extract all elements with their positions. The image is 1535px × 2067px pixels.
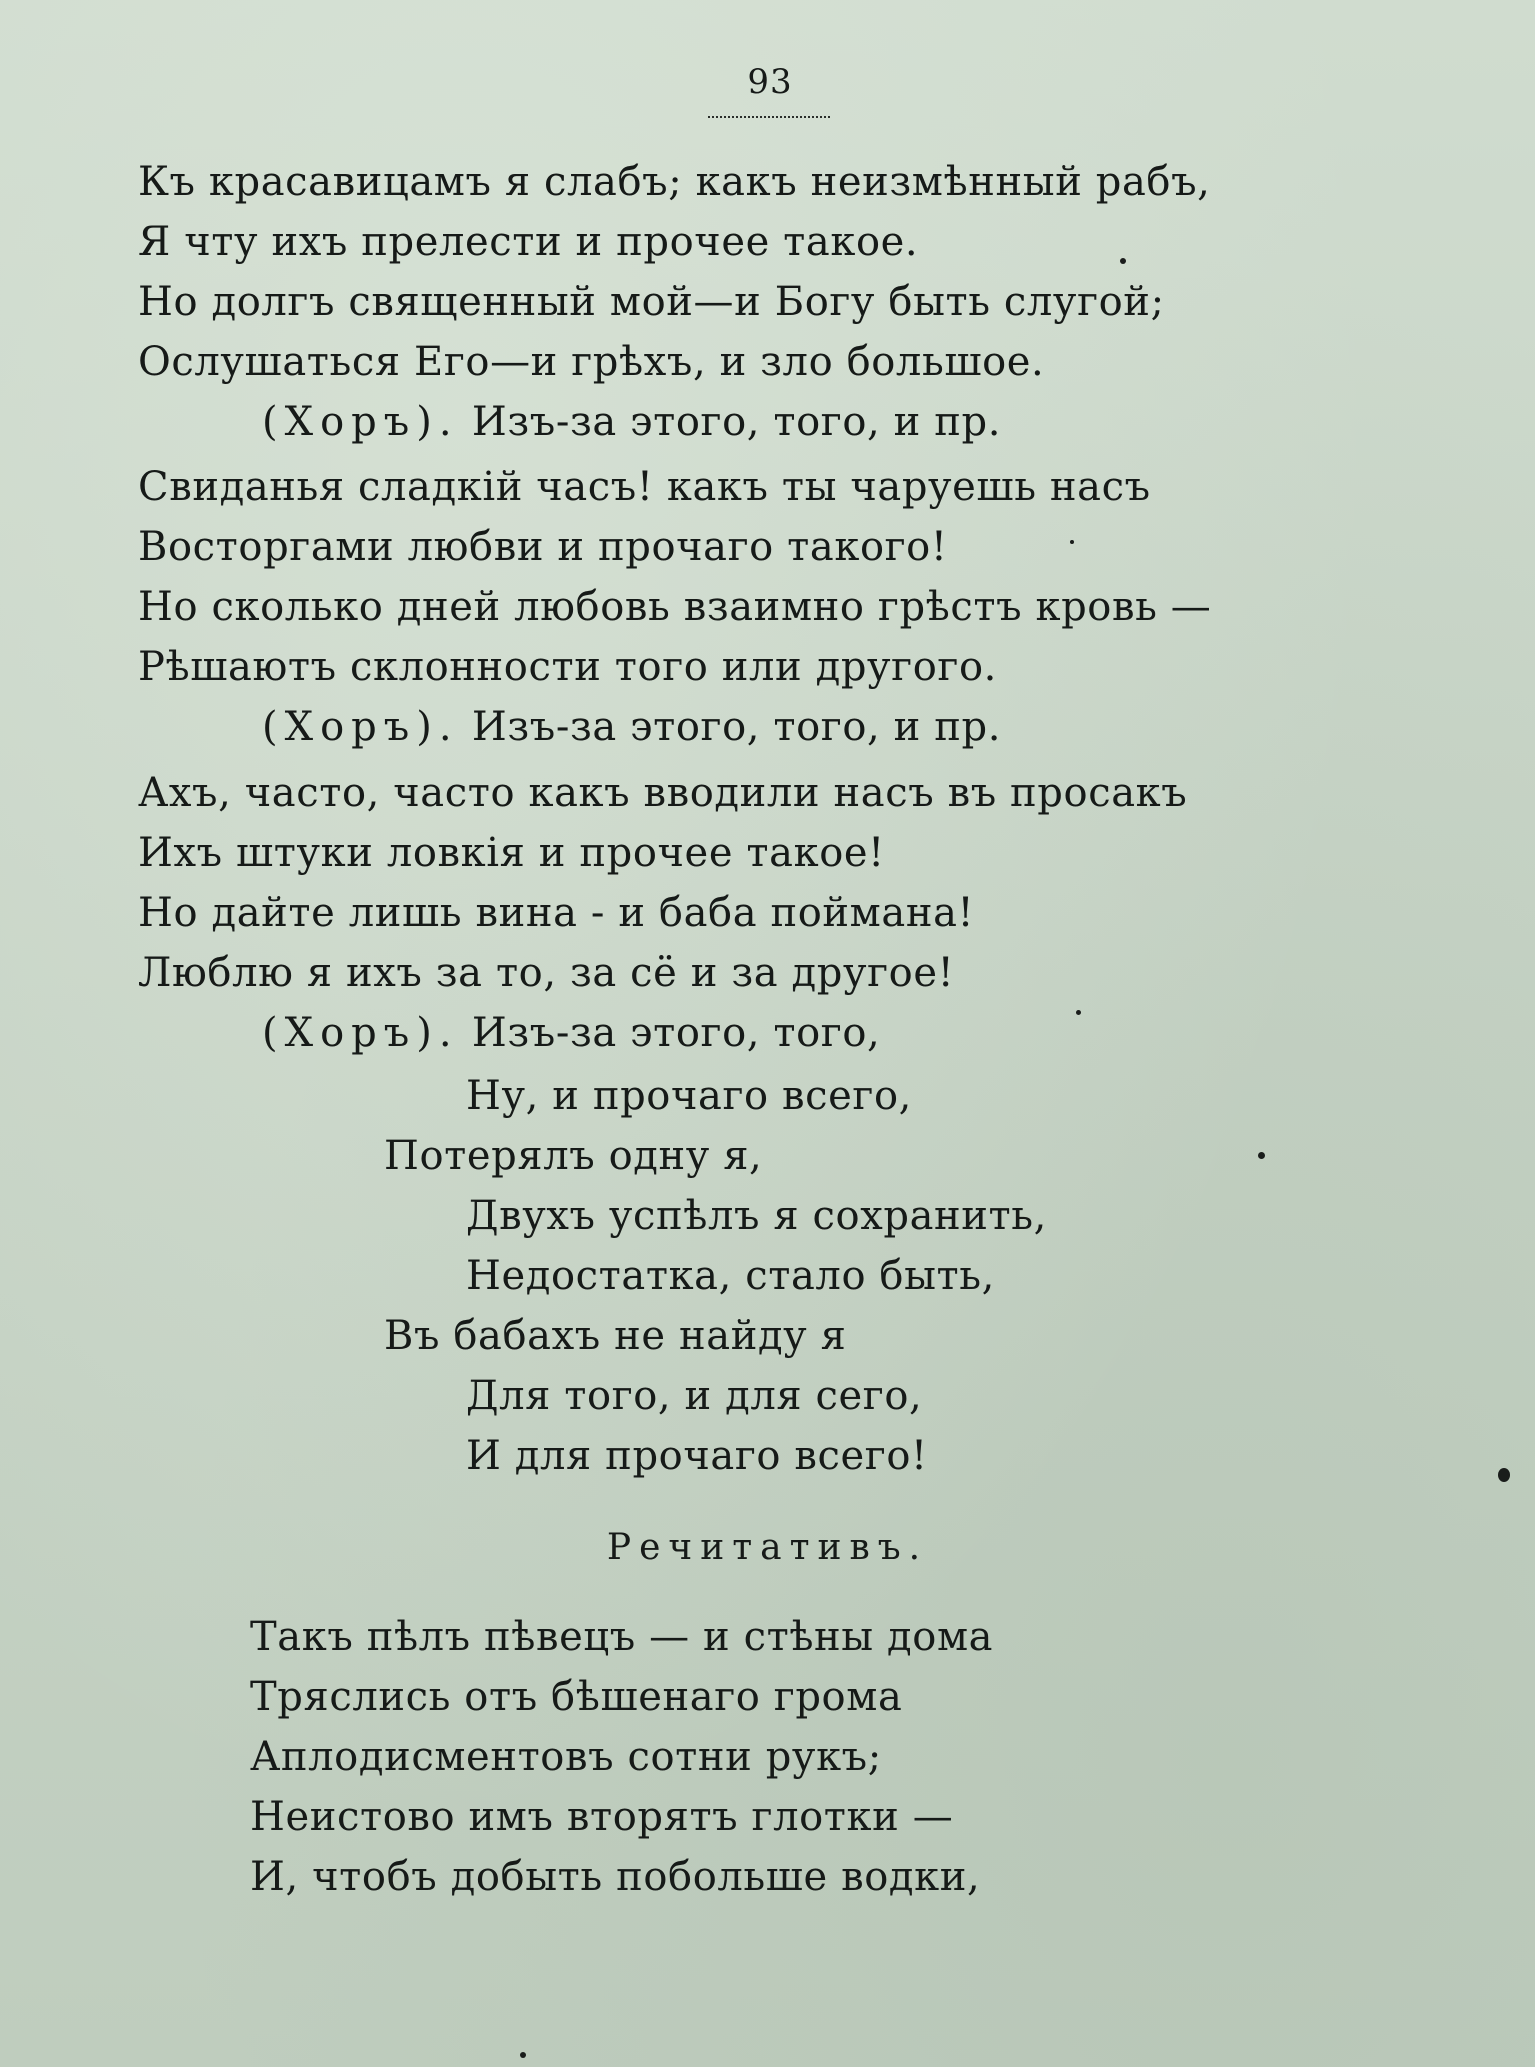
refrain-line: Въ бабахъ не найду я bbox=[384, 1313, 847, 1359]
recitative-line: Тряслись отъ бѣшенаго грома bbox=[250, 1674, 903, 1720]
chorus-label: (Хоръ). bbox=[262, 399, 459, 445]
recitative-line: Неистово имъ вторятъ глотки — bbox=[250, 1794, 954, 1840]
refrain-line: Потерялъ одну я, bbox=[384, 1133, 763, 1179]
chorus-label: (Хоръ). bbox=[262, 704, 459, 750]
paper-speck bbox=[1258, 1152, 1265, 1159]
chorus-text: Изъ-за этого, того, и пр. bbox=[471, 399, 1002, 445]
refrain-line: Ну, и прочаго всего, bbox=[466, 1073, 912, 1119]
chorus-line bbox=[262, 697, 1001, 757]
chorus-line bbox=[262, 1003, 880, 1063]
verse-line: Ослушаться Его—и грѣхъ, и зло большое. bbox=[138, 339, 1045, 385]
verse-line: Восторгами любви и прочаго такого! bbox=[138, 524, 948, 570]
verse-line: Ахъ, часто, часто какъ вводили насъ въ просакъ bbox=[138, 770, 1188, 816]
refrain-line: И для прочаго всего! bbox=[466, 1433, 928, 1479]
verse-line: Ихъ штуки ловкія и прочее такое! bbox=[138, 830, 885, 876]
paper-speck bbox=[1120, 258, 1126, 264]
verse-line: Свиданья сладкій часъ! какъ ты чаруешь насъ bbox=[138, 464, 1151, 510]
recitative-line: Аплодисментовъ сотни рукъ; bbox=[250, 1734, 882, 1780]
paper-speck bbox=[1070, 540, 1074, 544]
verse-line: Но сколько дней любовь взаимно грѣстъ кровь — bbox=[138, 584, 1212, 630]
recitative-line: Такъ пѣлъ пѣвецъ — и стѣны дома bbox=[250, 1614, 994, 1660]
refrain-line: Для того, и для сего, bbox=[466, 1373, 923, 1419]
recitative-line: И, чтобъ добыть побольше водки, bbox=[250, 1854, 981, 1900]
verse-line: Рѣшаютъ склонности того или другого. bbox=[138, 644, 997, 690]
verse-line: Но долгъ священный мой—и Богу быть слугой; bbox=[138, 279, 1165, 325]
chorus-text: Изъ-за этого, того, и пр. bbox=[471, 704, 1002, 750]
paper-speck bbox=[1076, 1010, 1081, 1015]
section-heading: Речитативъ. bbox=[606, 1527, 929, 1568]
verse-line: Но дайте лишь вина - и баба поймана! bbox=[138, 890, 975, 936]
refrain-line: Двухъ успѣлъ я сохранить, bbox=[466, 1193, 1047, 1239]
paper-speck bbox=[520, 2052, 526, 2058]
verse-line: Люблю я ихъ за то, за сё и за другое! bbox=[138, 950, 955, 996]
page-number-rule bbox=[708, 116, 830, 118]
chorus-text: Изъ-за этого, того, bbox=[471, 1010, 881, 1056]
chorus-label: (Хоръ). bbox=[262, 1010, 459, 1056]
verse-line: Къ красавицамъ я слабъ; какъ неизмѣнный рабъ, bbox=[138, 159, 1211, 205]
chorus-line bbox=[262, 392, 1001, 452]
verse-line: Я чту ихъ прелести и прочее такое. bbox=[138, 219, 919, 265]
page-number: 93 bbox=[747, 62, 793, 102]
refrain-line: Недостатка, стало быть, bbox=[466, 1253, 995, 1299]
paper-speck bbox=[1498, 1468, 1510, 1482]
